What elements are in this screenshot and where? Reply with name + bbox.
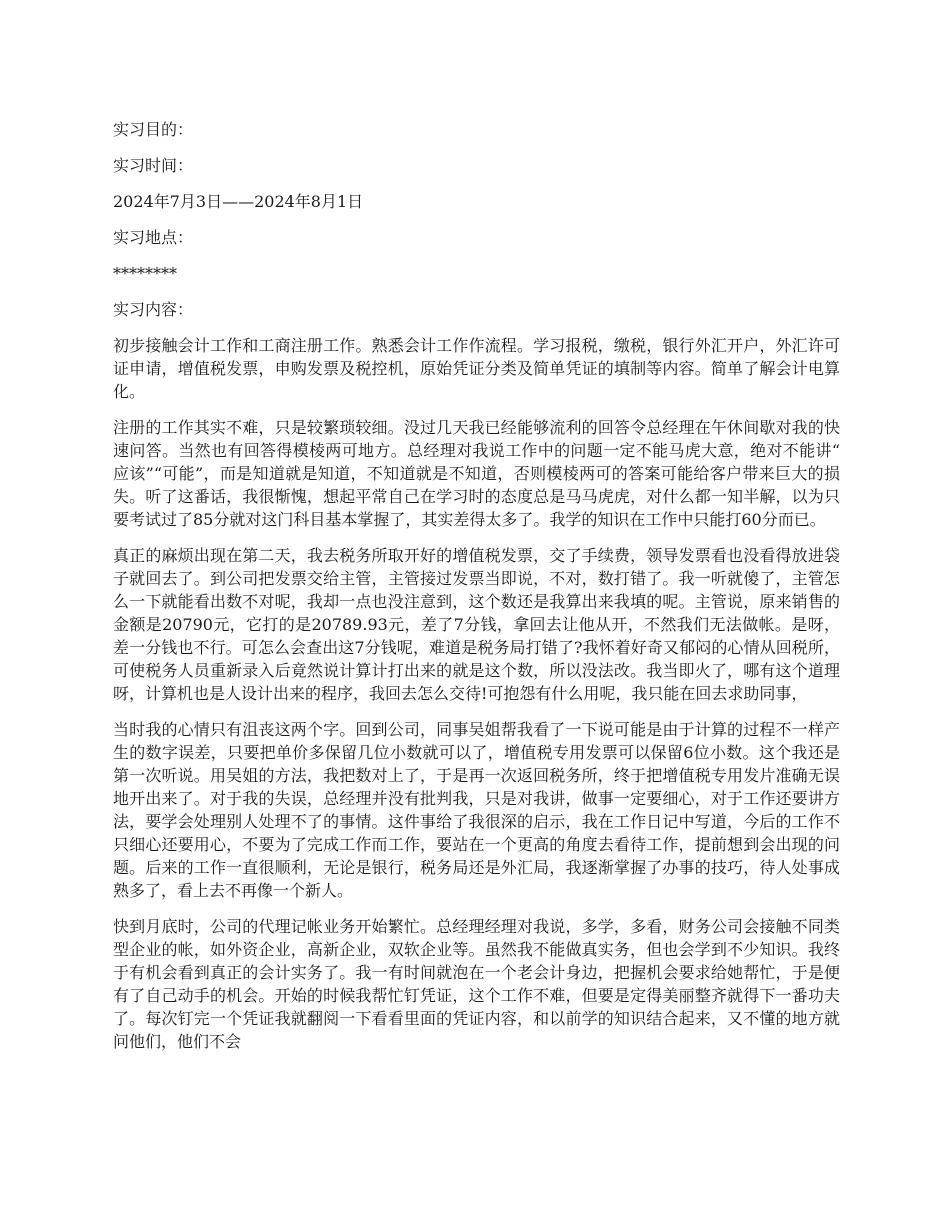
paragraph-month-end: 快到月底时，公司的代理记帐业务开始繁忙。总经理经理对我说，多学，多看，财务公司会接触不同类型企业的帐，如外资企业，高新企业，双软企业等。虽然我不能做真实务，但也会学到不少知识。我终于有机会看到真正的会计实务了。我一有时间就泡在一个老会计身边，把握机会要求给她帮忙，于是便有了自己动手的机会。开始的时候我帮忙钉凭证，这个工作不难，但要是定得美丽整齐就得下一番功夫了。每次钉完一个凭证我就翻阅一下看看里面的凭证内容，和以前学的知识结合起来，又不懂的地方就问他们，他们不会 <box>113 917 840 1051</box>
content-label: 实习内容： <box>113 300 194 319</box>
paragraph-invoice-trouble: 真正的麻烦出现在第二天，我去税务所取开好的增值税发票，交了手续费，领导发票看也没看得放进袋子就回去了。到公司把发票交给主管，主管接过发票当即说，不对，数打错了。我一听就傻了，主管怎么一下就能看出数不对呢，我却一点也没注意到，这个数还是我算出来我填的呢。主管说，原来销售的金额是20790元，它打的是20789.93元，差了7分钱，拿回去让他从开，不然我们无法做帐。是呀，差一分钱也不行。可怎么会查出这7分钱呢，难道是税务局打错了?我怀着好奇又郁闷的心情从回税所，可使税务人员重新录入后竟然说计算计打出来的就是这个数，所以没法改。我当即火了，哪有这个道理呀，计算机也是人设计出来的程序，我回去怎么交待!可抱怨有什么用呢，我只能在回去求助同事， <box>113 546 840 703</box>
paragraph-intro: 初步接触会计工作和工商注册工作。熟悉会计工作作流程。学习报税，缴税，银行外汇开户，外汇许可证申请，增值税发票，申购发票及税控机，原始凭证分类及简单凭证的填制等内容。简单了解会计电算化。 <box>113 336 840 401</box>
document-page <box>113 118 840 1066</box>
purpose-label: 实习目的： <box>113 120 194 139</box>
place-value: ******** <box>113 264 177 283</box>
time-label: 实习时间： <box>113 156 194 175</box>
place-label: 实习地点： <box>113 228 194 247</box>
paragraph-registration: 注册的工作其实不难，只是较繁琐较细。没过几天我已经能够流利的回答令总经理在午休间歇对我的快速问答。当然也有回答得模棱两可地方。总经理对我说工作中的问题一定不能马虎大意，绝对不能讲“应该”“可能”，而是知道就是知道，不知道就是不知道，否则模棱两可的答案可能给客户带来巨大的损失。听了这番话，我很惭愧，想起平常自己在学习时的态度总是马马虎虎，对什么都一知半解，以为只要考试过了85分就对这门科目基本掌握了，其实差得太多了。我学的知识在工作中只能打60分而已。 <box>113 418 840 529</box>
paragraph-colleague-help: 当时我的心情只有沮丧这两个字。回到公司，同事吴姐帮我看了一下说可能是由于计算的过程不一样产生的数字误差，只要把单价多保留几位小数就可以了，增值税专用发票可以保留6位小数。这个我还是第一次听说。用吴姐的方法，我把数对上了，于是再一次返回税务所，终于把增值税专用发片准确无误地开出来了。对于我的失误，总经理并没有批判我，只是对我讲，做事一定要细心，对于工作还要讲方法，要学会处理别人处理不了的事情。这件事给了我很深的启示，我在工作日记中写道，今后的工作不只细心还要用心，不要为了完成工作而工作，要站在一个更高的角度去看待工作，提前想到会出现的问题。后来的工作一直很顺利，无论是银行，税务局还是外汇局，我逐渐掌握了办事的技巧，待人处事成熟多了，看上去不再像一个新人。 <box>113 720 840 900</box>
date-range: 2024年7月3日——2024年8月1日 <box>113 192 364 211</box>
